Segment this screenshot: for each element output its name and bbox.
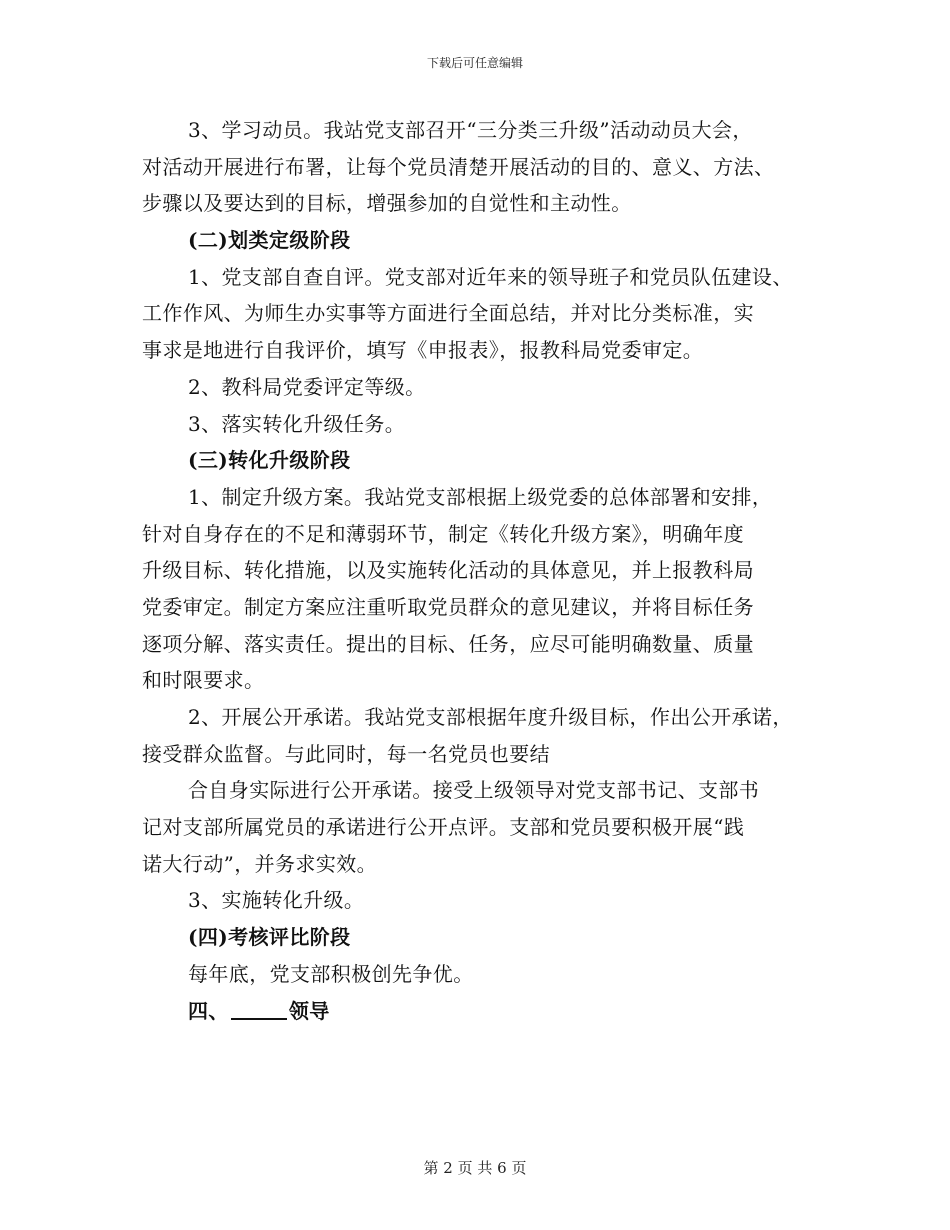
section-heading: (四)考核评比阶段 [188, 925, 351, 950]
section-heading-leadership [142, 993, 842, 1030]
heading-suffix: 领导 [288, 998, 330, 1023]
heading-prefix: 四、 [188, 998, 229, 1023]
paragraph-line: 诺大行动”，并务求实效。 [142, 851, 378, 876]
paragraph-line: 升级目标、转化措施，以及实施转化活动的具体意见，并上报教科局 [142, 558, 754, 583]
paragraph-line: 和时限要求。 [142, 668, 265, 693]
paragraph-line: 合自身实际进行公开承诺。接受上级领导对党支部书记、支部书 [188, 778, 760, 803]
page-footer: 第 2 页 共 6 页 [423, 1159, 527, 1177]
blank-underline [231, 1000, 287, 1020]
paragraph-line: 记对支部所属党员的承诺进行公开点评。支部和党员要积极开展“践 [142, 815, 745, 840]
page-header: 下载后可任意编辑 [426, 56, 523, 70]
paragraph-line: 事求是地进行自我评价，填写《申报表》，报教科局党委审定。 [142, 338, 704, 363]
paragraph-line: 1、制定升级方案。我站党支部根据上级党委的总体部署和安排， [188, 484, 773, 509]
paragraph-line: 每年底，党支部积极创先争优。 [188, 961, 474, 986]
document-body [142, 112, 842, 1029]
paragraph-line: 党委审定。制定方案应注重听取党员群众的意见建议，并将目标任务 [142, 594, 754, 619]
paragraph-line: 对活动开展进行布署，让每个党员清楚开展活动的目的、意义、方法、 [142, 154, 775, 179]
section-heading: (二)划类定级阶段 [188, 228, 351, 253]
paragraph-line: 3、实施转化升级。 [188, 888, 365, 913]
paragraph-line: 2、开展公开承诺。我站党支部根据年度升级目标，作出公开承诺， [188, 705, 793, 729]
paragraph-line: 接受群众监督。与此同时，每一名党员也要结 [142, 741, 550, 766]
paragraph-line: 3、学习动员。我站党支部召开“三分类三升级”活动动员大会， [188, 118, 753, 142]
paragraph-line: 逐项分解、落实责任。提出的目标、任务，应尽可能明确数量、质量 [142, 631, 754, 656]
paragraph-line: 步骤以及要达到的目标，增强参加的自觉性和主动性。 [142, 191, 632, 216]
paragraph-line: 工作作风、为师生办实事等方面进行全面总结，并对比分类标准，实 [142, 301, 754, 326]
paragraph-line: 1、党支部自查自评。党支部对近年来的领导班子和党员队伍建设、 [188, 264, 793, 289]
paragraph-line: 3、落实转化升级任务。 [188, 411, 406, 436]
paragraph-line: 2、教科局党委评定等级。 [188, 374, 426, 399]
section-heading: (三)转化升级阶段 [188, 448, 351, 473]
paragraph-line: 针对自身存在的不足和薄弱环节，制定《转化升级方案》，明确年度 [142, 521, 744, 546]
